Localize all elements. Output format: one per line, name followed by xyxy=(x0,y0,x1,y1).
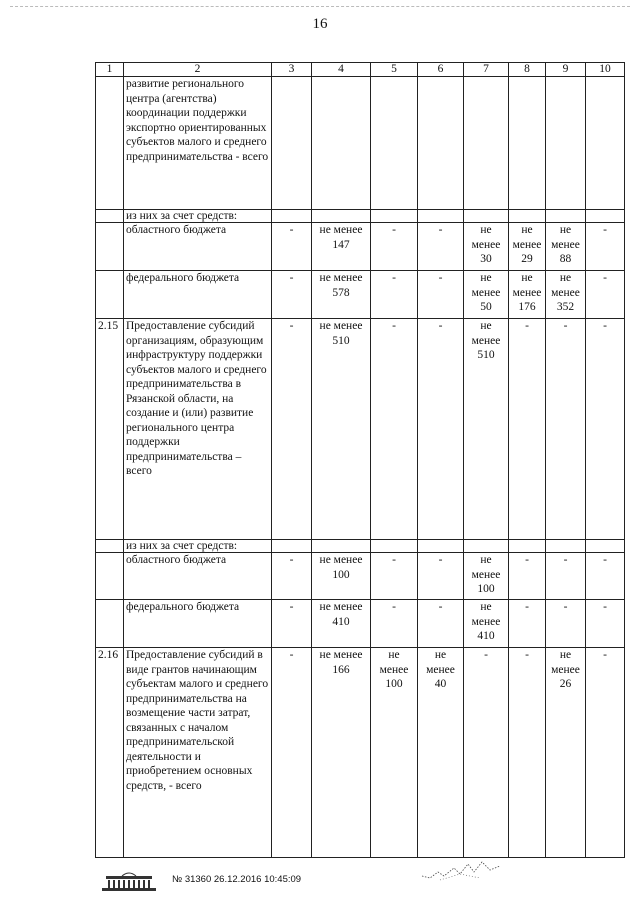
value-cell: - xyxy=(272,648,312,858)
value-cell: - xyxy=(371,553,418,600)
value-cell xyxy=(272,210,312,223)
value-cell: не менее 166 xyxy=(312,648,371,858)
value-cell: - xyxy=(509,553,546,600)
row-number-cell: 2.15 xyxy=(96,319,124,540)
value-cell: не менее 40 xyxy=(418,648,464,858)
value-cell: не менее 88 xyxy=(546,223,586,271)
value-cell: не менее 510 xyxy=(312,319,371,540)
value-cell: не менее 352 xyxy=(546,271,586,319)
value-cell: - xyxy=(272,553,312,600)
value-cell: - xyxy=(586,553,625,600)
signature-mark xyxy=(420,854,510,884)
row-name-cell: из них за счет средств: xyxy=(124,210,272,223)
registration-stamp: № 31360 26.12.2016 10:45:09 xyxy=(172,874,302,885)
col-header: 3 xyxy=(272,63,312,77)
value-cell xyxy=(509,540,546,553)
value-cell xyxy=(418,210,464,223)
value-cell: не менее 30 xyxy=(464,223,509,271)
value-cell: - xyxy=(371,271,418,319)
value-cell: не менее 100 xyxy=(464,553,509,600)
value-cell xyxy=(272,77,312,210)
table-row xyxy=(96,319,625,540)
col-header: 1 xyxy=(96,63,124,77)
building-seal-icon xyxy=(100,870,158,892)
value-cell: - xyxy=(371,319,418,540)
value-cell: - xyxy=(586,648,625,858)
col-header: 6 xyxy=(418,63,464,77)
value-cell: - xyxy=(586,600,625,648)
value-cell xyxy=(371,77,418,210)
value-cell: не менее 100 xyxy=(312,553,371,600)
table-row xyxy=(96,648,625,858)
row-name-cell: Предоставление субсидий в виде грантов начинающим субъектам малого и среднего предпринимательства на возмещение части затрат, связанных с началом предпринимательской деятельности и приобретением основных средств, - всего xyxy=(124,648,272,858)
table-row xyxy=(96,223,625,271)
value-cell: - xyxy=(546,553,586,600)
row-number-cell xyxy=(96,271,124,319)
value-cell: не менее 510 xyxy=(464,319,509,540)
col-header: 5 xyxy=(371,63,418,77)
value-cell: - xyxy=(546,319,586,540)
value-cell xyxy=(586,77,625,210)
value-cell xyxy=(371,210,418,223)
value-cell: - xyxy=(464,648,509,858)
row-name-cell: развитие регионального центра (агентства) координации поддержки экспортно ориентированных субъектов малого и среднего предпринимательства - всего xyxy=(124,77,272,210)
value-cell: - xyxy=(371,600,418,648)
value-cell xyxy=(464,77,509,210)
value-cell: - xyxy=(509,648,546,858)
row-name-cell: федерального бюджета xyxy=(124,600,272,648)
table-row xyxy=(96,271,625,319)
value-cell: не менее 578 xyxy=(312,271,371,319)
value-cell: - xyxy=(272,223,312,271)
value-cell: - xyxy=(418,271,464,319)
value-cell: не менее 147 xyxy=(312,223,371,271)
program-table xyxy=(95,62,625,858)
scan-top-edge xyxy=(10,6,630,7)
value-cell xyxy=(312,77,371,210)
value-cell: - xyxy=(272,600,312,648)
row-name-cell: федерального бюджета xyxy=(124,271,272,319)
value-cell: - xyxy=(586,223,625,271)
row-name-cell: Предоставление субсидий организациям, образующим инфраструктуру поддержки субъектов малого и среднего предпринимательства в Рязанской области, на создание и (или) развитие регионального центра поддержки предпринимательства – всего xyxy=(124,319,272,540)
value-cell xyxy=(586,210,625,223)
value-cell xyxy=(586,540,625,553)
value-cell: - xyxy=(509,319,546,540)
document-footer xyxy=(100,868,620,898)
value-cell xyxy=(546,77,586,210)
value-cell: - xyxy=(586,271,625,319)
table-subheader-row xyxy=(96,540,625,553)
value-cell: - xyxy=(272,271,312,319)
row-number-cell xyxy=(96,223,124,271)
row-number-cell xyxy=(96,77,124,210)
value-cell: - xyxy=(546,600,586,648)
value-cell xyxy=(464,540,509,553)
value-cell: - xyxy=(418,319,464,540)
value-cell xyxy=(546,210,586,223)
row-number-cell xyxy=(96,553,124,600)
col-header: 7 xyxy=(464,63,509,77)
row-number-cell xyxy=(96,540,124,553)
value-cell: - xyxy=(272,319,312,540)
col-header: 9 xyxy=(546,63,586,77)
value-cell: не менее 410 xyxy=(312,600,371,648)
value-cell xyxy=(418,77,464,210)
value-cell xyxy=(312,210,371,223)
value-cell: не менее 100 xyxy=(371,648,418,858)
value-cell xyxy=(546,540,586,553)
value-cell: не менее 176 xyxy=(509,271,546,319)
row-name-cell: областного бюджета xyxy=(124,553,272,600)
value-cell xyxy=(312,540,371,553)
value-cell: не менее 50 xyxy=(464,271,509,319)
value-cell: не менее 410 xyxy=(464,600,509,648)
value-cell xyxy=(509,77,546,210)
value-cell xyxy=(272,540,312,553)
row-number-cell: 2.16 xyxy=(96,648,124,858)
col-header: 2 xyxy=(124,63,272,77)
row-name-cell: областного бюджета xyxy=(124,223,272,271)
value-cell: - xyxy=(418,553,464,600)
col-header: 4 xyxy=(312,63,371,77)
row-number-cell xyxy=(96,600,124,648)
value-cell: - xyxy=(371,223,418,271)
col-header: 8 xyxy=(509,63,546,77)
value-cell: - xyxy=(418,600,464,648)
page-number: 16 xyxy=(312,16,328,32)
value-cell: - xyxy=(509,600,546,648)
table-subheader-row xyxy=(96,210,625,223)
value-cell: не менее 26 xyxy=(546,648,586,858)
value-cell: не менее 29 xyxy=(509,223,546,271)
table-row xyxy=(96,600,625,648)
value-cell xyxy=(418,540,464,553)
table-header-row xyxy=(96,63,625,77)
value-cell xyxy=(371,540,418,553)
row-number-cell xyxy=(96,210,124,223)
value-cell xyxy=(509,210,546,223)
value-cell xyxy=(464,210,509,223)
value-cell: - xyxy=(586,319,625,540)
col-header: 10 xyxy=(586,63,625,77)
table-row xyxy=(96,77,625,210)
table-row xyxy=(96,553,625,600)
row-name-cell: из них за счет средств: xyxy=(124,540,272,553)
value-cell: - xyxy=(418,223,464,271)
